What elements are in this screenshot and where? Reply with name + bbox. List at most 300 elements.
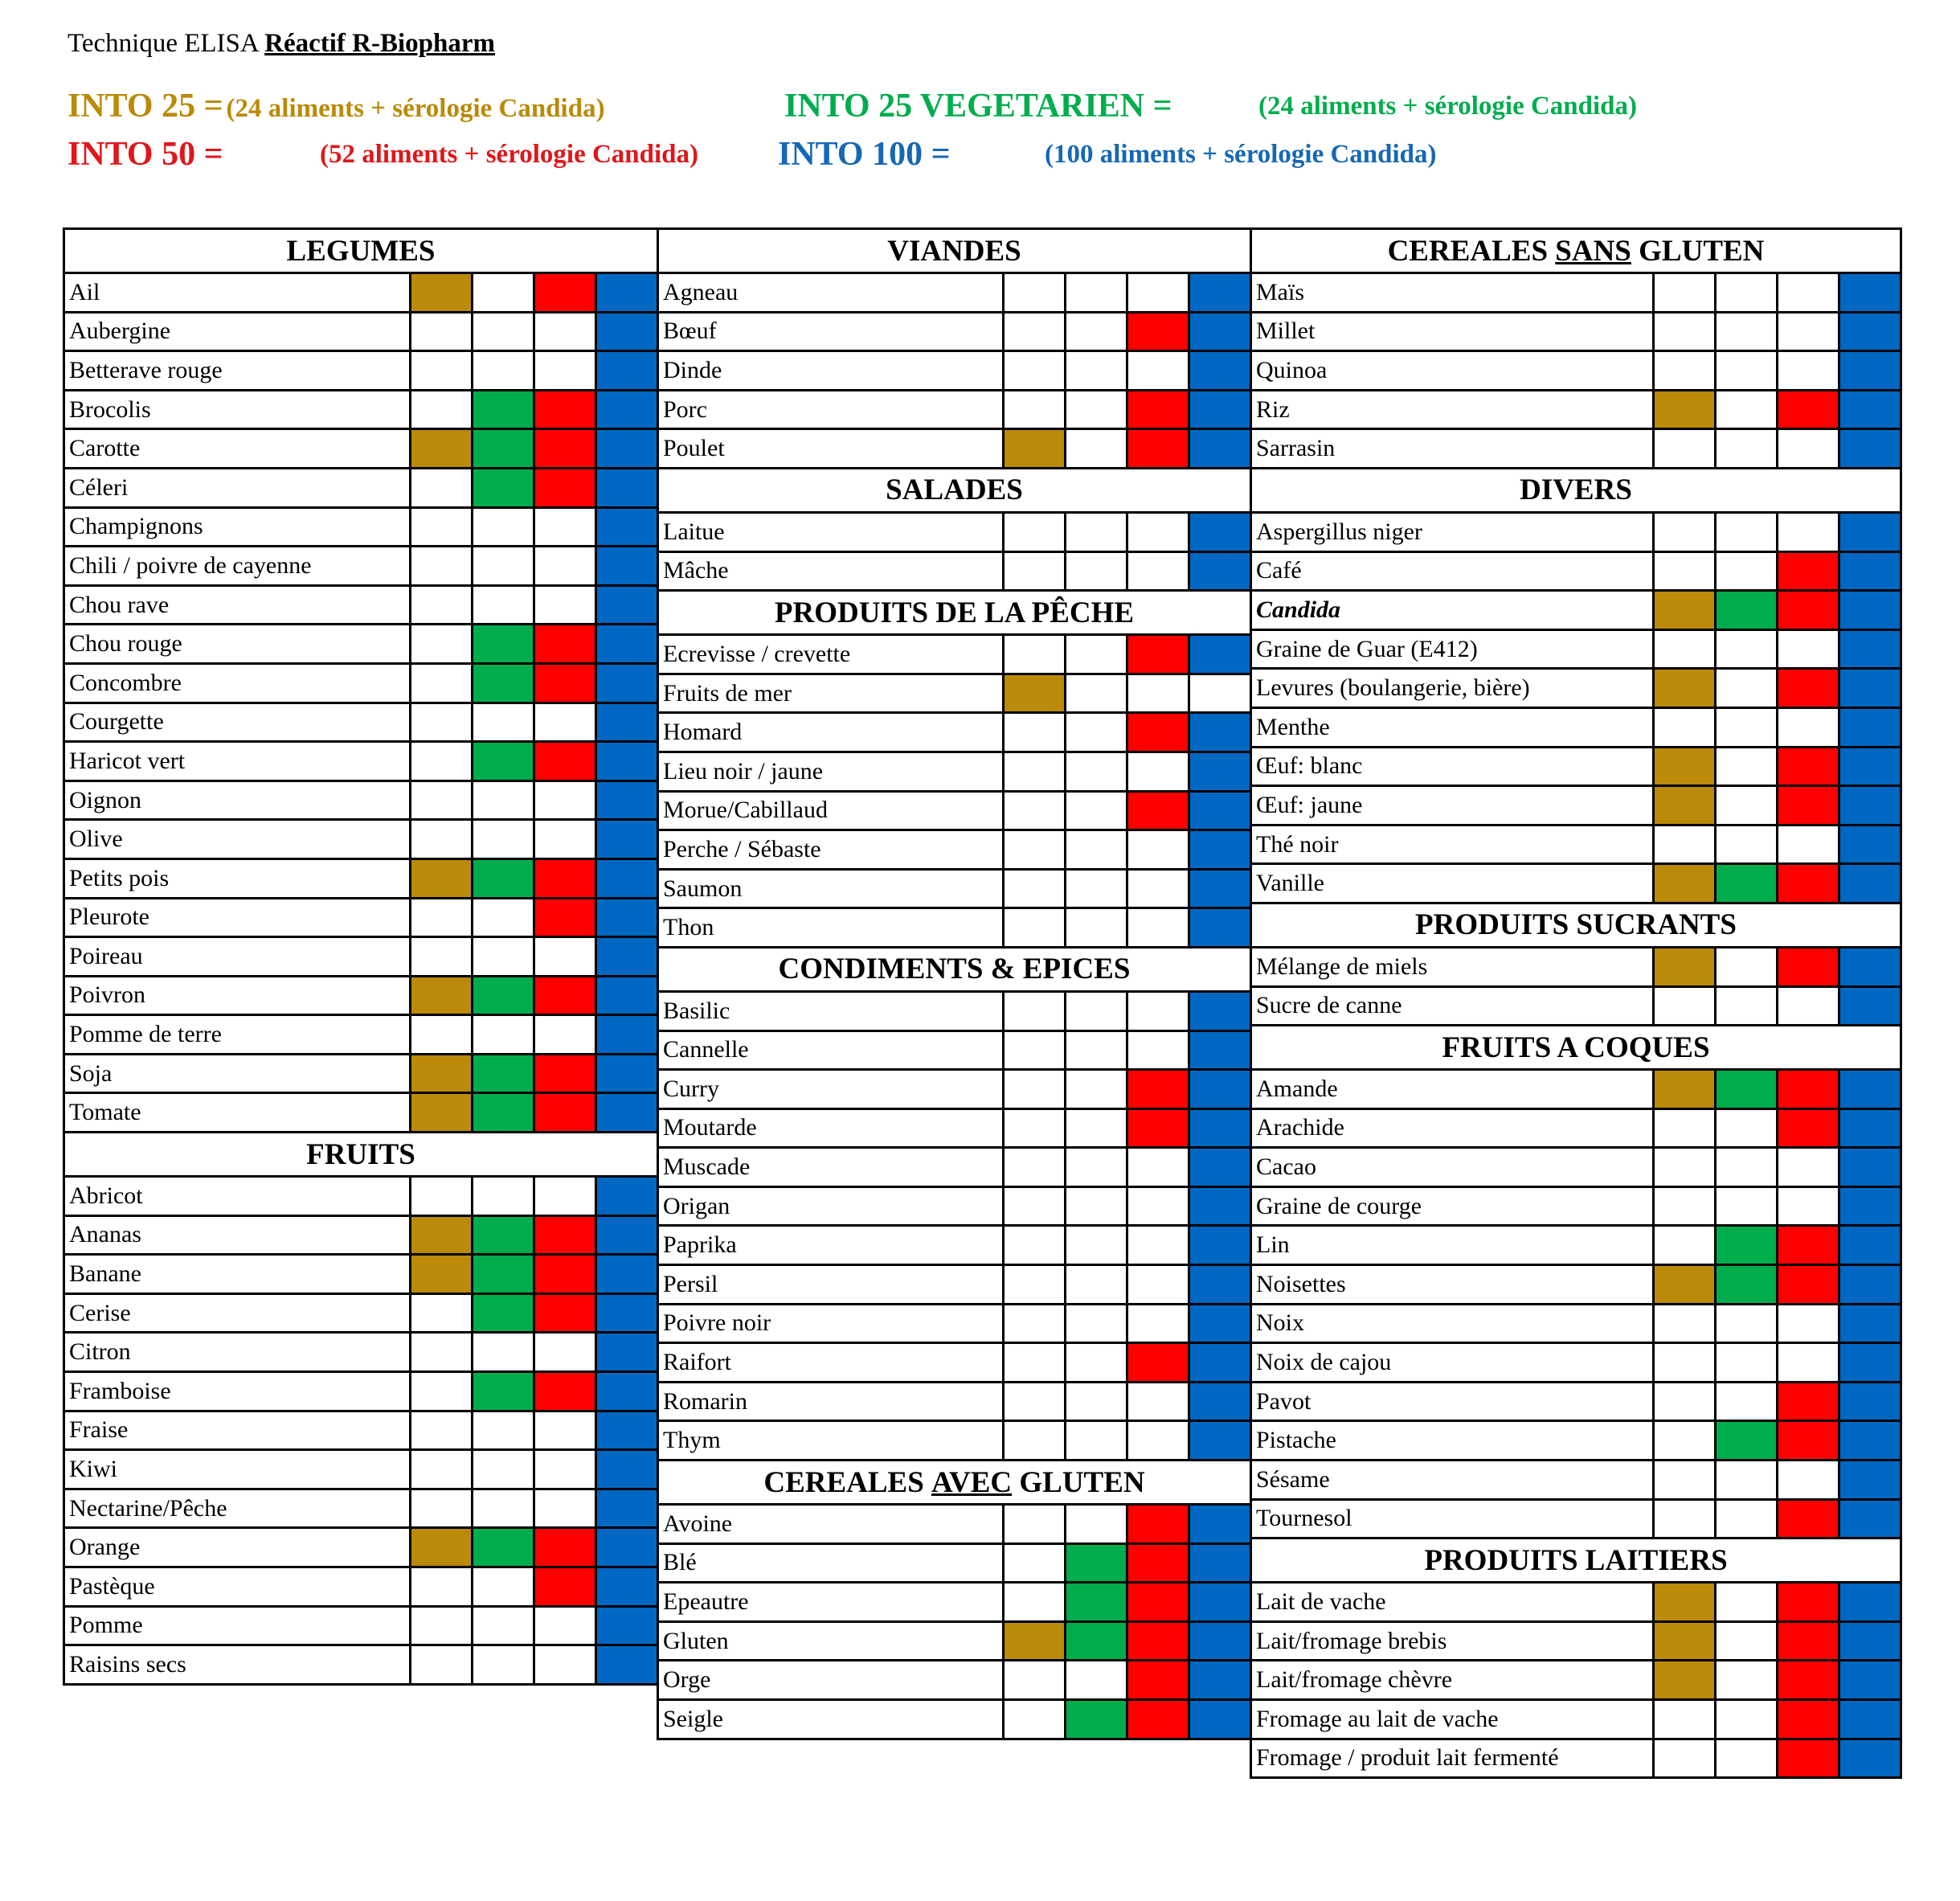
food-row-romarin bbox=[659, 1383, 1250, 1423]
marker-into25-filled bbox=[1652, 787, 1714, 824]
food-name: Orange bbox=[69, 1534, 141, 1561]
marker-into50-filled bbox=[1126, 430, 1188, 467]
marker-into100-filled bbox=[595, 1412, 657, 1449]
marker-into50-filled bbox=[533, 625, 595, 662]
food-row-lait-de-vache bbox=[1252, 1583, 1900, 1623]
marker-into25-empty bbox=[409, 821, 471, 858]
marker-into100-filled bbox=[595, 430, 657, 467]
marker-into50-filled bbox=[533, 1256, 595, 1293]
marker-into100-filled bbox=[1188, 1188, 1250, 1225]
marker-into50-filled bbox=[1776, 1701, 1838, 1738]
food-name: Persil bbox=[663, 1270, 718, 1297]
food-row-agneau bbox=[659, 274, 1250, 313]
marker-into25-empty bbox=[1002, 753, 1064, 790]
marker-into25-empty bbox=[409, 1373, 471, 1410]
food-row-ecrevisse-crevette bbox=[659, 636, 1250, 675]
marker-into25-empty bbox=[409, 1295, 471, 1332]
food-name: Menthe bbox=[1256, 713, 1330, 740]
marker-into100-filled bbox=[1188, 1266, 1250, 1303]
marker-into25-empty bbox=[1652, 709, 1714, 746]
marker-into25veg-empty bbox=[1714, 1461, 1776, 1498]
marker-into100-filled bbox=[1188, 1227, 1250, 1264]
food-row-sesame bbox=[1252, 1461, 1900, 1501]
marker-into25-empty bbox=[1652, 1461, 1714, 1498]
food-row-abricot bbox=[65, 1178, 657, 1217]
marker-into25-empty bbox=[1002, 1545, 1064, 1582]
marker-into25veg-empty bbox=[471, 782, 533, 819]
food-row-origan bbox=[659, 1188, 1250, 1227]
marker-into50-filled bbox=[1126, 636, 1188, 673]
marker-into25-empty bbox=[409, 1490, 471, 1527]
food-name: Noisettes bbox=[1256, 1270, 1346, 1297]
marker-into50-empty bbox=[1126, 1188, 1188, 1225]
marker-into50-empty bbox=[1776, 709, 1838, 746]
food-row-ail bbox=[65, 274, 657, 313]
marker-into50-filled bbox=[533, 430, 595, 467]
food-row-curry bbox=[659, 1071, 1250, 1110]
marker-into100-filled bbox=[1838, 1110, 1900, 1147]
marker-into25-empty bbox=[1002, 1506, 1064, 1543]
food-row-graine-de-courge bbox=[1252, 1188, 1900, 1227]
section-header bbox=[659, 592, 1250, 636]
food-row-perche-sebaste bbox=[659, 831, 1250, 871]
marker-into25veg-empty bbox=[1064, 909, 1126, 946]
title-prefix: Technique ELISA bbox=[68, 29, 258, 58]
food-row-petits-pois bbox=[65, 860, 657, 899]
marker-into25veg-filled bbox=[1714, 1422, 1776, 1459]
marker-into25-empty bbox=[409, 899, 471, 936]
marker-into100-filled bbox=[1188, 430, 1250, 467]
marker-into25-empty bbox=[1002, 1344, 1064, 1381]
section-title: PRODUITS LAITIERS bbox=[1424, 1543, 1728, 1577]
food-row-menthe bbox=[1252, 709, 1900, 748]
food-name: Lait/fromage brebis bbox=[1256, 1627, 1447, 1654]
food-row-b-uf bbox=[659, 313, 1250, 353]
food-name: Muscade bbox=[663, 1153, 751, 1181]
marker-into50-empty bbox=[1126, 1305, 1188, 1342]
food-row-melange-de-miels bbox=[1252, 948, 1900, 988]
marker-into25veg-empty bbox=[1714, 1305, 1776, 1342]
legend-into50-desc-wrap bbox=[320, 140, 698, 170]
marker-into100-filled bbox=[1838, 1266, 1900, 1303]
food-name: Candida bbox=[1256, 596, 1341, 623]
food-name: Lait de vache bbox=[1256, 1588, 1386, 1616]
food-row-cannelle bbox=[659, 1032, 1250, 1071]
marker-into100-filled bbox=[1188, 391, 1250, 428]
marker-into50-filled bbox=[1776, 865, 1838, 902]
food-name: Céleri bbox=[69, 473, 129, 501]
marker-into100-filled bbox=[1838, 274, 1900, 311]
food-row-thym bbox=[659, 1422, 1250, 1461]
food-name: Pistache bbox=[1256, 1427, 1336, 1454]
marker-into25-empty bbox=[1002, 871, 1064, 907]
food-name: Dinde bbox=[663, 356, 722, 383]
food-row-noisettes bbox=[1252, 1266, 1900, 1305]
marker-into50-empty bbox=[1126, 993, 1188, 1030]
food-name: Fromage / produit lait fermenté bbox=[1256, 1744, 1559, 1772]
food-name: Oignon bbox=[69, 786, 141, 813]
food-row-chou-rave bbox=[65, 587, 657, 626]
food-name: Vanille bbox=[1256, 870, 1324, 897]
marker-into25-empty bbox=[409, 1016, 471, 1053]
marker-into25veg-empty bbox=[1064, 391, 1126, 428]
marker-into100-filled bbox=[1188, 1661, 1250, 1698]
food-row-banane bbox=[65, 1256, 657, 1295]
marker-into25-empty bbox=[1652, 553, 1714, 590]
marker-into25-empty bbox=[409, 704, 471, 741]
food-name: Curry bbox=[663, 1075, 719, 1102]
food-row-aubergine bbox=[65, 313, 657, 353]
marker-into50-empty bbox=[1776, 826, 1838, 863]
marker-into25veg-empty bbox=[471, 1608, 533, 1645]
marker-into25veg-empty bbox=[1714, 826, 1776, 863]
food-name: Arachide bbox=[1256, 1114, 1344, 1141]
marker-into25veg-empty bbox=[1714, 709, 1776, 746]
marker-into50-filled bbox=[1126, 1623, 1188, 1660]
marker-into50-empty bbox=[1126, 1227, 1188, 1264]
marker-into25veg-empty bbox=[1714, 1344, 1776, 1381]
food-name: Chou rave bbox=[69, 591, 170, 618]
food-name: Orge bbox=[663, 1666, 711, 1694]
marker-into25-empty bbox=[1652, 1501, 1714, 1538]
food-name: Poivre noir bbox=[663, 1309, 771, 1337]
marker-into25-empty bbox=[1002, 1305, 1064, 1342]
food-row-fromage-produit-lait-fermente bbox=[1252, 1740, 1900, 1780]
marker-into50-filled bbox=[1126, 1110, 1188, 1147]
legend-into50-label-wrap bbox=[68, 135, 223, 174]
marker-into50-empty bbox=[533, 1608, 595, 1645]
marker-into50-filled bbox=[1776, 1422, 1838, 1459]
marker-into25veg-empty bbox=[1064, 831, 1126, 868]
marker-into25veg-empty bbox=[1714, 787, 1776, 824]
marker-into50-empty bbox=[1776, 1344, 1838, 1381]
marker-into100-filled bbox=[1838, 430, 1900, 467]
food-row-epeautre bbox=[659, 1583, 1250, 1623]
food-name: Paprika bbox=[663, 1231, 737, 1259]
marker-into25veg-empty bbox=[1714, 1583, 1776, 1620]
marker-into100-filled bbox=[595, 1608, 657, 1645]
marker-into25-empty bbox=[1002, 1701, 1064, 1738]
food-row-ananas bbox=[65, 1217, 657, 1256]
food-name: Thym bbox=[663, 1427, 721, 1454]
food-row-lait-fromage-brebis bbox=[1252, 1623, 1900, 1662]
food-name: Sucre de canne bbox=[1256, 992, 1402, 1019]
food-row-morue-cabillaud bbox=[659, 793, 1250, 832]
section-header bbox=[659, 469, 1250, 514]
food-row-mais bbox=[1252, 274, 1900, 313]
marker-into25veg-empty bbox=[1064, 636, 1126, 673]
marker-into25-empty bbox=[1002, 1227, 1064, 1264]
marker-into50-filled bbox=[1126, 1071, 1188, 1108]
marker-into50-filled bbox=[533, 274, 595, 311]
marker-into25-empty bbox=[1652, 1740, 1714, 1777]
marker-into25veg-empty bbox=[1064, 1305, 1126, 1342]
food-row-poivre-noir bbox=[659, 1305, 1250, 1345]
marker-into25veg-empty bbox=[1714, 1740, 1776, 1777]
marker-into25-empty bbox=[409, 587, 471, 624]
marker-into25veg-filled bbox=[471, 1529, 533, 1566]
food-row-cafe bbox=[1252, 553, 1900, 592]
section-header bbox=[1252, 1026, 1900, 1071]
section-header bbox=[1252, 904, 1900, 948]
marker-into100-filled bbox=[1838, 1383, 1900, 1420]
marker-into100-filled bbox=[1188, 553, 1250, 590]
food-name: Fruits de mer bbox=[663, 679, 792, 707]
marker-into100-filled bbox=[1188, 1623, 1250, 1660]
food-name: Quinoa bbox=[1256, 356, 1328, 383]
marker-into25-empty bbox=[1652, 313, 1714, 350]
food-name: Petits pois bbox=[69, 864, 170, 891]
section-title: PRODUITS SUCRANTS bbox=[1415, 908, 1737, 942]
marker-into100-filled bbox=[1188, 274, 1250, 311]
section-title-part: GLUTEN bbox=[1631, 234, 1765, 268]
marker-into25-empty bbox=[1002, 993, 1064, 1030]
food-row-courgette bbox=[65, 704, 657, 744]
food-name: Thon bbox=[663, 914, 714, 941]
food-name: Lin bbox=[1256, 1231, 1290, 1259]
marker-into50-filled bbox=[533, 1295, 595, 1332]
food-row-cacao bbox=[1252, 1149, 1900, 1188]
food-name: Aspergillus niger bbox=[1256, 518, 1422, 545]
food-name: Aubergine bbox=[69, 318, 171, 345]
marker-into25-empty bbox=[1002, 714, 1064, 751]
marker-into50-empty bbox=[1776, 514, 1838, 551]
marker-into100-filled bbox=[1188, 831, 1250, 868]
marker-into25-empty bbox=[409, 509, 471, 546]
food-name: Cacao bbox=[1256, 1153, 1316, 1181]
marker-into50-empty bbox=[1126, 1266, 1188, 1303]
marker-into100-filled bbox=[595, 938, 657, 975]
marker-into50-empty bbox=[1776, 1188, 1838, 1225]
marker-into100-filled bbox=[1838, 1583, 1900, 1620]
marker-into25-empty bbox=[1002, 831, 1064, 868]
marker-into25veg-empty bbox=[1064, 1344, 1126, 1381]
legend-into25-label: INTO 25 = bbox=[68, 88, 223, 125]
marker-into50-empty bbox=[533, 1016, 595, 1053]
marker-into100-filled bbox=[1838, 1149, 1900, 1186]
marker-into25veg-empty bbox=[1064, 1383, 1126, 1420]
marker-into25veg-empty bbox=[471, 352, 533, 389]
marker-into50-empty bbox=[1776, 1305, 1838, 1342]
marker-into25-filled bbox=[1002, 675, 1064, 712]
marker-into25veg-empty bbox=[1714, 514, 1776, 551]
marker-into100-filled bbox=[1838, 1422, 1900, 1459]
marker-into50-filled bbox=[1776, 1266, 1838, 1303]
marker-into100-filled bbox=[1838, 631, 1900, 668]
marker-into100-filled bbox=[595, 704, 657, 741]
marker-into25veg-filled bbox=[471, 977, 533, 1014]
marker-into100-filled bbox=[1188, 909, 1250, 946]
food-row-paprika bbox=[659, 1227, 1250, 1266]
marker-into50-filled bbox=[533, 899, 595, 936]
marker-into50-filled bbox=[533, 1568, 595, 1605]
marker-into25veg-empty bbox=[1714, 1661, 1776, 1698]
marker-into100-filled bbox=[595, 391, 657, 428]
marker-into25-empty bbox=[1002, 909, 1064, 946]
marker-into25-empty bbox=[1652, 1227, 1714, 1264]
food-name: Bœuf bbox=[663, 318, 717, 345]
legend-into100-label-wrap bbox=[778, 135, 951, 174]
marker-into100-filled bbox=[595, 1055, 657, 1092]
marker-into50-filled bbox=[1776, 1227, 1838, 1264]
marker-into50-filled bbox=[1776, 748, 1838, 785]
marker-into25veg-filled bbox=[471, 1217, 533, 1254]
food-name: Pomme bbox=[69, 1612, 143, 1639]
marker-into50-empty bbox=[1126, 352, 1188, 389]
food-row-gluten bbox=[659, 1623, 1250, 1662]
marker-into25veg-empty bbox=[1714, 631, 1776, 668]
marker-into25veg-empty bbox=[471, 1451, 533, 1488]
section-header bbox=[1252, 469, 1900, 514]
food-row-chili-poivre-de-cayenne bbox=[65, 547, 657, 587]
marker-into25veg-empty bbox=[1064, 793, 1126, 830]
marker-into100-filled bbox=[1838, 1701, 1900, 1738]
food-row-thon bbox=[659, 909, 1250, 948]
section-title-part: SANS bbox=[1555, 234, 1631, 268]
food-row-ble bbox=[659, 1545, 1250, 1584]
marker-into25-empty bbox=[1652, 430, 1714, 467]
marker-into25veg-filled bbox=[1714, 1071, 1776, 1108]
marker-into25-filled bbox=[1002, 1623, 1064, 1660]
food-name: Mélange de miels bbox=[1256, 953, 1428, 980]
marker-into50-empty bbox=[1126, 274, 1188, 311]
marker-into25-empty bbox=[1002, 1661, 1064, 1698]
marker-into25veg-filled bbox=[1064, 1623, 1126, 1660]
marker-into100-filled bbox=[595, 274, 657, 311]
food-row-poulet bbox=[659, 430, 1250, 469]
marker-into50-empty bbox=[1776, 1461, 1838, 1498]
food-name: Romarin bbox=[663, 1387, 747, 1415]
marker-into25-filled bbox=[1652, 748, 1714, 785]
marker-into100-filled bbox=[595, 782, 657, 819]
food-name: Olive bbox=[69, 826, 123, 853]
marker-into50-filled bbox=[1776, 1071, 1838, 1108]
marker-into25-empty bbox=[409, 469, 471, 506]
food-name: Pastèque bbox=[69, 1572, 155, 1600]
marker-into25-filled bbox=[409, 1256, 471, 1293]
marker-into25veg-empty bbox=[1714, 988, 1776, 1025]
food-name: Œuf: jaune bbox=[1256, 791, 1363, 818]
marker-into25-empty bbox=[1002, 1188, 1064, 1225]
marker-into25veg-filled bbox=[471, 860, 533, 897]
marker-into25-filled bbox=[409, 1529, 471, 1566]
marker-into100-filled bbox=[595, 977, 657, 1014]
marker-into100-filled bbox=[1838, 514, 1900, 551]
food-row-homard bbox=[659, 714, 1250, 753]
marker-into50-filled bbox=[1126, 714, 1188, 751]
marker-into25veg-empty bbox=[1064, 1071, 1126, 1108]
marker-into25veg-empty bbox=[1714, 1383, 1776, 1420]
marker-into100-filled bbox=[1188, 714, 1250, 751]
marker-into100-filled bbox=[1188, 1344, 1250, 1381]
marker-into50-empty bbox=[1126, 514, 1188, 551]
food-name: Citron bbox=[69, 1338, 131, 1366]
food-row-poireau bbox=[65, 938, 657, 977]
marker-into25veg-filled bbox=[471, 743, 533, 780]
column-right bbox=[1250, 227, 1902, 1779]
marker-into25veg-empty bbox=[1714, 553, 1776, 590]
marker-into25-filled bbox=[409, 430, 471, 467]
marker-into25veg-empty bbox=[1714, 1110, 1776, 1147]
food-name: Courgette bbox=[69, 708, 164, 735]
marker-into25veg-empty bbox=[471, 1016, 533, 1053]
marker-into100-filled bbox=[595, 352, 657, 389]
marker-into50-empty bbox=[1776, 430, 1838, 467]
marker-into100-filled bbox=[1838, 1461, 1900, 1498]
marker-into25veg-empty bbox=[1064, 1110, 1126, 1147]
marker-into50-filled bbox=[1126, 1344, 1188, 1381]
marker-into25-empty bbox=[409, 1646, 471, 1683]
marker-into25veg-filled bbox=[471, 625, 533, 662]
marker-into50-empty bbox=[1776, 631, 1838, 668]
food-row-celeri bbox=[65, 469, 657, 509]
food-name: Raisins secs bbox=[69, 1650, 186, 1678]
marker-into25veg-filled bbox=[1064, 1701, 1126, 1738]
legend-into50-label: INTO 50 = bbox=[68, 136, 223, 173]
marker-into25veg-empty bbox=[471, 899, 533, 936]
food-row-the-noir bbox=[1252, 826, 1900, 866]
marker-into50-empty bbox=[1126, 1422, 1188, 1459]
marker-into25-empty bbox=[409, 547, 471, 584]
food-name: Ail bbox=[69, 278, 100, 305]
section-title: FRUITS A COQUES bbox=[1442, 1030, 1710, 1064]
marker-into100-filled bbox=[595, 1178, 657, 1215]
marker-into100-filled bbox=[1188, 1149, 1250, 1186]
food-row-porc bbox=[659, 391, 1250, 431]
food-name: Chou rouge bbox=[69, 630, 182, 658]
food-name: Seigle bbox=[663, 1705, 723, 1732]
marker-into50-filled bbox=[533, 977, 595, 1014]
food-name: Agneau bbox=[663, 278, 739, 305]
marker-into100-filled bbox=[1838, 1188, 1900, 1225]
legend-into100-desc: (100 aliments + sérologie Candida) bbox=[1045, 140, 1437, 169]
marker-into25veg-empty bbox=[1064, 1266, 1126, 1303]
marker-into100-filled bbox=[595, 1094, 657, 1131]
food-row-betterave-rouge bbox=[65, 352, 657, 391]
marker-into25veg-filled bbox=[1714, 592, 1776, 629]
marker-into50-filled bbox=[533, 1529, 595, 1566]
section-title: VIANDES bbox=[887, 234, 1021, 268]
marker-into100-filled bbox=[1188, 1032, 1250, 1069]
marker-into25-filled bbox=[409, 860, 471, 897]
marker-into25-empty bbox=[1002, 514, 1064, 551]
marker-into50-empty bbox=[1126, 1149, 1188, 1186]
marker-into25-empty bbox=[1002, 636, 1064, 673]
marker-into25veg-filled bbox=[1714, 865, 1776, 902]
marker-into100-filled bbox=[595, 1529, 657, 1566]
marker-into25-empty bbox=[1652, 1422, 1714, 1459]
marker-into100-filled bbox=[1188, 1383, 1250, 1420]
marker-into25-filled bbox=[409, 1217, 471, 1254]
marker-into100-filled bbox=[1838, 1305, 1900, 1342]
marker-into25-filled bbox=[1652, 592, 1714, 629]
marker-into100-filled bbox=[595, 587, 657, 624]
food-name: Pavot bbox=[1256, 1387, 1311, 1415]
food-row-vanille bbox=[1252, 865, 1900, 904]
marker-into25-empty bbox=[1002, 1583, 1064, 1620]
food-row-pasteque bbox=[65, 1568, 657, 1608]
food-row-candida bbox=[1252, 592, 1900, 631]
marker-into100-filled bbox=[595, 1334, 657, 1370]
food-row-tomate bbox=[65, 1094, 657, 1133]
marker-into100-filled bbox=[595, 469, 657, 506]
legend-into50-desc: (52 aliments + sérologie Candida) bbox=[320, 140, 699, 169]
marker-into50-filled bbox=[1126, 313, 1188, 350]
marker-into100-filled bbox=[1838, 1501, 1900, 1538]
marker-into25-empty bbox=[409, 313, 471, 350]
food-name: Framboise bbox=[69, 1377, 171, 1404]
marker-into25-empty bbox=[1652, 1305, 1714, 1342]
